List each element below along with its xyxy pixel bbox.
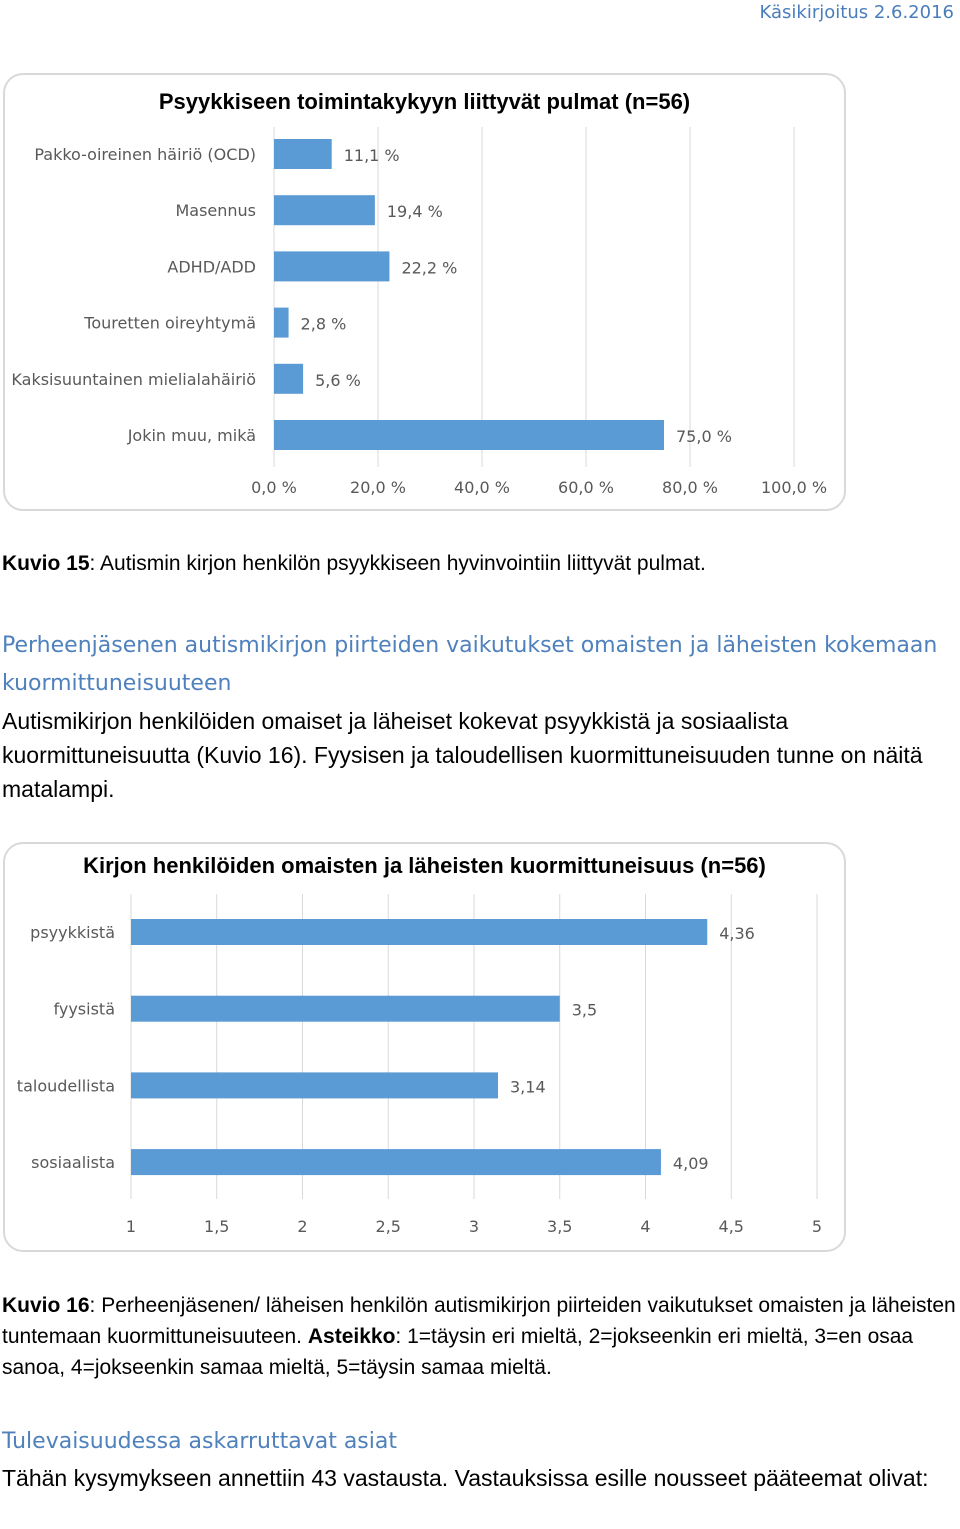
chart2-plot: [5, 844, 848, 1254]
data-label: 22,2 %: [401, 258, 458, 278]
data-label: 5,6 %: [315, 370, 361, 390]
data-label: 4,36: [719, 924, 755, 943]
caption-text: : Perheenjäsenen/ läheisen henkilön autismikirjon piirteiden vaikutukset omaisten ja läheisten tuntemaan kuormittuneisuuteen.: [2, 1294, 956, 1348]
chart-psychological-problems: [3, 73, 846, 511]
bar: [274, 139, 332, 169]
category-label: Pakko-oireinen häiriö (OCD): [34, 145, 256, 164]
data-label: 75,0 %: [676, 427, 732, 446]
bar: [274, 195, 375, 225]
figure-caption-15: [2, 548, 957, 579]
category-label: ADHD/ADD: [167, 257, 256, 277]
chart-title: Psyykkiseen toimintakykyyn liittyvät pulmat (n=56): [158, 89, 691, 114]
bar: [274, 251, 389, 281]
caption-label: Kuvio 15: [2, 552, 90, 575]
bar: [131, 919, 707, 945]
scale-text: : 1=täysin eri mieltä, 2=jokseenkin eri mieltä, 3=en osaa sanoa, 4=jokseenkin samaa mieltä, 5=täysin samaa mieltä.: [2, 1325, 914, 1379]
category-label: Kaksisuuntainen mielialahäiriö: [11, 369, 256, 389]
category-label: Touretten oireyhtymä: [84, 313, 256, 333]
bar: [274, 364, 303, 394]
scale-label: Asteikko: [307, 1325, 396, 1348]
chart-title: Kirjon henkilöiden omaisten ja läheisten kuormittuneisuus (n=56): [83, 853, 766, 878]
chart-caregiver-burden: [3, 842, 846, 1252]
bar: [131, 1149, 661, 1175]
data-label: 3,14: [510, 1077, 546, 1097]
category-label: Jokin muu, mikä: [127, 426, 256, 445]
data-label: 19,4 %: [386, 202, 443, 222]
category-label: psyykkistä: [30, 923, 115, 942]
x-tick-label: 1: [125, 1217, 137, 1236]
x-tick-label: 4: [640, 1217, 651, 1236]
x-tick-label: 60,0 %: [558, 478, 614, 497]
x-tick-label: 3,5: [547, 1217, 573, 1236]
body-paragraph: Tähän kysymykseen annettiin 43 vastausta. Vastauksissa esille nousseet pääteemat olivat:: [2, 1465, 929, 1491]
category-label: taloudellista: [16, 1076, 115, 1096]
heading-line: kuormittuneisuuteen: [2, 671, 232, 696]
chart1-plot: [5, 75, 848, 513]
bar: [274, 420, 664, 450]
x-tick-label: 20,0 %: [350, 478, 406, 497]
x-tick-label: 2,5: [375, 1217, 401, 1236]
bar: [274, 308, 289, 338]
x-tick-label: 80,0 %: [662, 478, 718, 497]
x-tick-label: 5: [811, 1217, 823, 1236]
category-label: Masennus: [175, 201, 256, 221]
category-label: sosiaalista: [31, 1153, 115, 1173]
x-tick-label: 40,0 %: [454, 478, 510, 497]
data-label: 11,1 %: [343, 146, 400, 165]
body-paragraph: Autismikirjon henkilöiden omaiset ja läheiset kokevat psyykkistä ja sosiaalista kuormittuneisuutta (Kuvio 16). Fyysisen ja taloudellisen kuormittuneisuuden tunne on näitä matalampi.: [2, 708, 923, 802]
x-tick-label: 1,5: [204, 1217, 230, 1236]
bar: [131, 1072, 498, 1098]
section-heading-future: Tulevaisuudessa askarruttavat asiat: [2, 1429, 397, 1454]
caption-text: : Autismin kirjon henkilön psyykkiseen hyvinvointiin liittyvät pulmat.: [89, 552, 706, 575]
data-label: 4,09: [672, 1154, 709, 1174]
x-tick-label: 4,5: [718, 1217, 744, 1236]
data-label: 3,5: [571, 1000, 598, 1020]
x-tick-label: 3: [468, 1217, 480, 1236]
data-label: 2,8 %: [300, 314, 347, 334]
caption-label: Kuvio 16: [2, 1294, 90, 1317]
figure-caption-16: [2, 1290, 957, 1383]
section-heading-burden: [2, 627, 952, 703]
x-tick-label: 0,0 %: [251, 478, 297, 497]
bar: [131, 996, 560, 1022]
category-label: fyysistä: [53, 999, 115, 1019]
x-tick-label: 2: [297, 1217, 308, 1236]
document-header-note: Käsikirjoitus 2.6.2016: [759, 2, 954, 23]
heading-line: Perheenjäsenen autismikirjon piirteiden vaikutukset omaisten ja läheisten kokemaan: [2, 633, 938, 658]
x-tick-label: 100,0 %: [760, 478, 828, 497]
